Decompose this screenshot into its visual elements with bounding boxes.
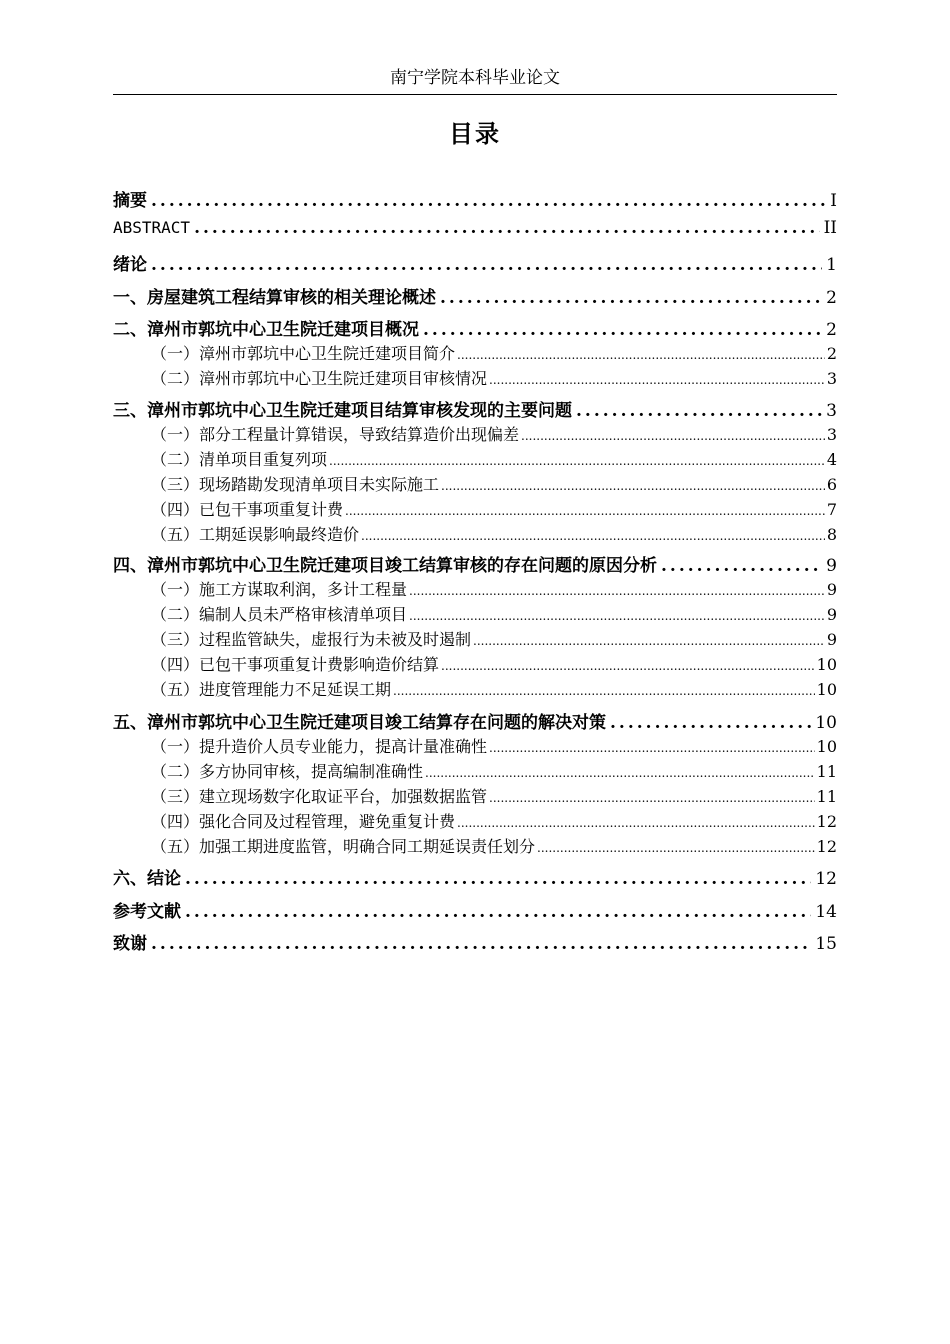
dot-leader <box>409 609 825 623</box>
toc-entry[interactable] <box>113 396 837 421</box>
dot-leader <box>361 529 825 543</box>
toc-page-number: 3 <box>826 401 837 421</box>
dot-leader <box>329 454 825 468</box>
toc-page-number: 9 <box>826 556 837 576</box>
dot-leader <box>409 584 825 598</box>
dot-leader <box>185 869 811 889</box>
toc-page-number: I <box>830 191 837 211</box>
toc-entry[interactable] <box>113 283 837 308</box>
toc-entry-label: （四）已包干事项重复计费 <box>151 500 344 519</box>
toc-subentry[interactable] <box>151 759 837 782</box>
toc-page-number: 11 <box>816 787 837 806</box>
toc-entry-label: （三）建立现场数字化取证平台，加强数据监管 <box>151 787 488 806</box>
page-header <box>113 66 837 95</box>
toc-page-number: 2 <box>826 288 837 308</box>
toc-entry-label: ABSTRACT <box>113 218 191 237</box>
dot-leader <box>489 373 825 387</box>
dot-leader <box>345 504 825 518</box>
toc-entry-label: （三）现场踏勘发现清单项目未实际施工 <box>151 475 440 494</box>
toc-subentry[interactable] <box>151 577 837 600</box>
dot-leader <box>440 288 822 308</box>
toc-page-number: 9 <box>826 580 837 599</box>
dot-leader <box>489 791 815 805</box>
toc-entry-label: （一）漳州市郭坑中心卫生院迁建项目简介 <box>151 344 456 363</box>
toc-subentry[interactable] <box>151 366 837 389</box>
toc-entry-label: 绪论 <box>113 255 147 275</box>
dot-leader <box>489 741 815 755</box>
toc-subentry[interactable] <box>151 734 837 757</box>
toc-entry[interactable] <box>113 186 837 211</box>
toc-entry-label: （一）施工方谋取利润，多计工程量 <box>151 580 408 599</box>
toc-page-number: 7 <box>826 500 837 519</box>
toc-subentry[interactable] <box>151 784 837 807</box>
toc-entry-label: （四）已包干事项重复计费影响造价结算 <box>151 655 440 674</box>
dot-leader <box>151 934 811 954</box>
dot-leader <box>521 429 825 443</box>
dot-leader <box>393 684 815 698</box>
toc-entry-number: 四、 <box>113 556 147 576</box>
toc-subentry[interactable] <box>151 497 837 520</box>
toc-subentry[interactable] <box>151 472 837 495</box>
toc-entry-label: （五）工期延误影响最终造价 <box>151 525 360 544</box>
dot-leader <box>194 218 820 238</box>
toc-entry-label: 漳州市郭坑中心卫生院迁建项目结算审核发现的主要问题 <box>147 401 572 421</box>
dot-leader <box>441 479 825 493</box>
toc-subentry[interactable] <box>151 602 837 625</box>
toc-page-number: 6 <box>826 475 837 494</box>
toc-page-number: 10 <box>815 713 837 733</box>
toc-page-number: 10 <box>816 737 837 756</box>
toc-entry-label: 漳州市郭坑中心卫生院迁建项目概况 <box>147 320 419 340</box>
toc-entry[interactable] <box>113 929 837 954</box>
toc-entry-number: 三、 <box>113 401 147 421</box>
toc-entry-label: 参考文献 <box>113 902 181 922</box>
toc-entry-label: （二）清单项目重复列项 <box>151 450 328 469</box>
toc-page-number: 12 <box>815 869 837 889</box>
toc-subentry[interactable] <box>151 652 837 675</box>
toc-page-number: 14 <box>815 902 837 922</box>
toc-page-number: 11 <box>816 762 837 781</box>
toc-page-number: II <box>823 218 837 238</box>
toc-entry-label: （五）进度管理能力不足延误工期 <box>151 680 392 699</box>
dot-leader <box>537 841 815 855</box>
toc-subentry[interactable] <box>151 627 837 650</box>
toc-page-number: 12 <box>816 837 837 856</box>
toc-entry[interactable] <box>113 551 837 576</box>
toc-entry-label: （二）漳州市郭坑中心卫生院迁建项目审核情况 <box>151 369 488 388</box>
toc-page-number: 2 <box>826 320 837 340</box>
toc-entry[interactable] <box>113 218 837 238</box>
dot-leader <box>423 320 822 340</box>
dot-leader <box>425 766 815 780</box>
dot-leader <box>457 816 815 830</box>
toc-subentry[interactable] <box>151 522 837 545</box>
toc-entry[interactable] <box>113 708 837 733</box>
toc-page-number: 12 <box>816 812 837 831</box>
toc-subentry[interactable] <box>151 341 837 364</box>
toc-subentry[interactable] <box>151 677 837 700</box>
dot-leader <box>576 401 822 421</box>
toc-title: 目录 <box>449 120 501 148</box>
toc-entry-label: （五）加强工期进度监管，明确合同工期延误责任划分 <box>151 837 536 856</box>
toc-subentry[interactable] <box>151 834 837 857</box>
dot-leader <box>151 255 822 275</box>
toc-subentry[interactable] <box>151 809 837 832</box>
toc-entry-label: 漳州市郭坑中心卫生院迁建项目竣工结算存在问题的解决对策 <box>147 713 606 733</box>
toc-page-number: 9 <box>826 630 837 649</box>
toc-page-number: 10 <box>816 655 837 674</box>
toc-subentry[interactable] <box>151 447 837 470</box>
toc-page-number: 1 <box>826 255 837 275</box>
dot-leader <box>151 191 826 211</box>
toc-entry-label: （一）提升造价人员专业能力，提高计量准确性 <box>151 737 488 756</box>
toc-entry[interactable] <box>113 250 837 275</box>
dot-leader <box>185 902 811 922</box>
toc-page-number: 10 <box>816 680 837 699</box>
dot-leader <box>661 556 822 576</box>
header-text: 南宁学院本科毕业论文 <box>390 68 560 88</box>
toc-entry-label: 房屋建筑工程结算审核的相关理论概述 <box>147 288 436 308</box>
toc-page-number: 3 <box>826 425 837 444</box>
toc-entry-label: （一）部分工程量计算错误，导致结算造价出现偏差 <box>151 425 520 444</box>
toc-entry-label: （三）过程监管缺失，虚报行为未被及时遏制 <box>151 630 472 649</box>
toc-entry-number: 五、 <box>113 713 147 733</box>
toc-entry[interactable] <box>113 897 837 922</box>
toc-page-number: 9 <box>826 605 837 624</box>
dot-leader <box>457 348 825 362</box>
dot-leader <box>473 634 825 648</box>
toc-page-number: 3 <box>826 369 837 388</box>
toc-entry[interactable] <box>113 315 837 340</box>
toc-page-number: 2 <box>826 344 837 363</box>
dot-leader <box>610 713 811 733</box>
toc-entry-label: （二）编制人员未严格审核清单项目 <box>151 605 408 624</box>
toc-page-number: 15 <box>815 934 837 954</box>
toc-entry-label: 漳州市郭坑中心卫生院迁建项目竣工结算审核的存在问题的原因分析 <box>147 556 657 576</box>
toc-entry-label: 六、结论 <box>113 869 181 889</box>
toc-entry-number: 二、 <box>113 320 147 340</box>
toc-entry-label: （二）多方协同审核，提高编制准确性 <box>151 762 424 781</box>
toc-page-number: 4 <box>826 450 837 469</box>
toc-entry-label: 摘要 <box>113 191 147 211</box>
toc-page-number: 8 <box>826 525 837 544</box>
toc-entry[interactable] <box>113 864 837 889</box>
toc-entry-label: （四）强化合同及过程管理，避免重复计费 <box>151 812 456 831</box>
dot-leader <box>441 659 815 673</box>
toc-subentry[interactable] <box>151 422 837 445</box>
toc-entry-number: 一、 <box>113 288 147 308</box>
toc-entry-label: 致谢 <box>113 934 147 954</box>
